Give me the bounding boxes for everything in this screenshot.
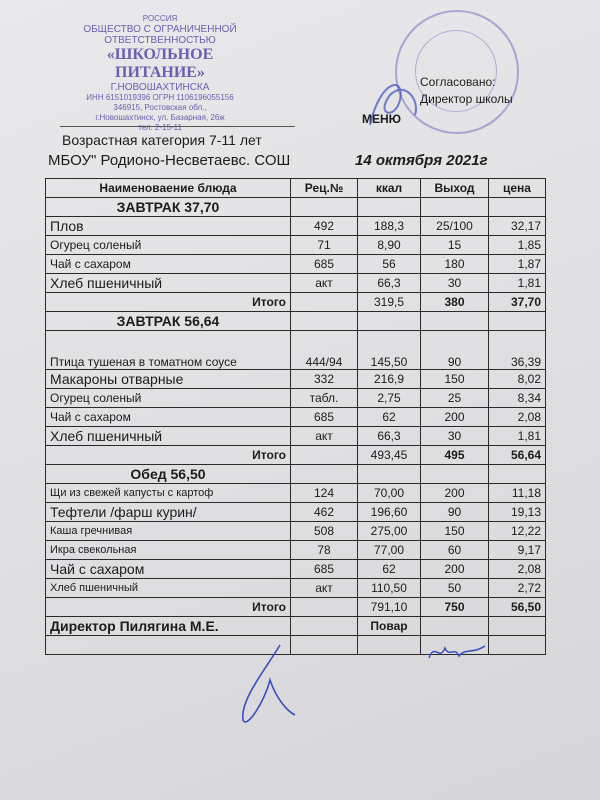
price: 12,22 (489, 522, 546, 541)
total-price: 37,70 (489, 293, 546, 312)
table-header-row (46, 179, 546, 198)
table-row (46, 484, 546, 503)
empty-cell (358, 312, 421, 331)
kcal: 216,9 (358, 370, 421, 389)
recipe-number: 332 (291, 370, 358, 389)
kcal: 56 (358, 255, 421, 274)
dish-name: Чай с сахаром (46, 255, 291, 274)
approval-role: Директор школы (420, 92, 513, 106)
dish-name: Чай с сахаром (46, 560, 291, 579)
yield: 30 (421, 274, 489, 293)
total-row (46, 598, 546, 617)
age-category: Возрастная категория 7-11 лет (62, 132, 262, 148)
kcal: 66,3 (358, 274, 421, 293)
dish-name: Тефтели /фарш курин/ (46, 503, 291, 522)
header-kcal: ккал (358, 179, 421, 198)
dish-name: Щи из свежей капусты с картоф (46, 484, 291, 503)
yield: 90 (421, 503, 489, 522)
total-yield: 495 (421, 446, 489, 465)
yield: 150 (421, 370, 489, 389)
yield: 200 (421, 560, 489, 579)
yield: 25/100 (421, 217, 489, 236)
recipe-number: 444/94 (291, 331, 358, 370)
price: 11,18 (489, 484, 546, 503)
empty-cell (489, 636, 546, 655)
total-kcal: 319,5 (358, 293, 421, 312)
recipe-number: 462 (291, 503, 358, 522)
director-signature-bottom (225, 640, 305, 730)
yield: 200 (421, 408, 489, 427)
header-dish: Наименоваение блюда (46, 179, 291, 198)
footer-row (46, 617, 546, 636)
yield: 200 (421, 484, 489, 503)
dish-name: Икра свекольная (46, 541, 291, 560)
header-yield: Выход (421, 179, 489, 198)
total-yield: 750 (421, 598, 489, 617)
section-title: Обед 56,50 (46, 465, 291, 484)
kcal: 145,50 (358, 331, 421, 370)
yield: 60 (421, 541, 489, 560)
approval-block (420, 74, 513, 108)
table-row (46, 331, 546, 370)
price: 36,39 (489, 331, 546, 370)
empty-cell (291, 617, 358, 636)
empty-cell (489, 465, 546, 484)
stamp-line: ОТВЕТСТВЕННОСТЬЮ (104, 35, 216, 46)
table-row (46, 503, 546, 522)
menu-table (45, 178, 546, 655)
section-title-row (46, 465, 546, 484)
recipe-number: табл. (291, 389, 358, 408)
price: 1,85 (489, 236, 546, 255)
dish-name: Чай с сахаром (46, 408, 291, 427)
stamp-line: «ШКОЛЬНОЕ ПИТАНИЕ» (106, 46, 214, 81)
dish-name: Каша гречнивая (46, 522, 291, 541)
total-label: Итого (46, 446, 291, 465)
empty-cell (358, 198, 421, 217)
section-title: ЗАВТРАК 56,64 (46, 312, 291, 331)
stamp-line: г.Новошахтинск, ул. Базарная, 26ж (95, 113, 225, 122)
recipe-number: акт (291, 274, 358, 293)
price: 2,72 (489, 579, 546, 598)
kcal: 196,60 (358, 503, 421, 522)
yield: 15 (421, 236, 489, 255)
empty-cell (291, 446, 358, 465)
kcal: 62 (358, 560, 421, 579)
table-row (46, 522, 546, 541)
price: 2,08 (489, 408, 546, 427)
table-row (46, 236, 546, 255)
section-title-row (46, 198, 546, 217)
recipe-number: акт (291, 579, 358, 598)
price: 8,34 (489, 389, 546, 408)
page-title: МЕНЮ (362, 112, 402, 126)
yield: 180 (421, 255, 489, 274)
empty-cell (421, 465, 489, 484)
kcal: 62 (358, 408, 421, 427)
total-price: 56,64 (489, 446, 546, 465)
table-row (46, 274, 546, 293)
recipe-number: 78 (291, 541, 358, 560)
empty-cell (291, 598, 358, 617)
price: 32,17 (489, 217, 546, 236)
dish-name: Хлеб пшеничный (46, 274, 291, 293)
stamp-line: Г.НОВОШАХТИНСКА (110, 82, 210, 93)
yield: 25 (421, 389, 489, 408)
yield: 30 (421, 427, 489, 446)
price: 8,02 (489, 370, 546, 389)
yield: 150 (421, 522, 489, 541)
recipe-number: 685 (291, 560, 358, 579)
total-label: Итого (46, 293, 291, 312)
stamp-line: ИНН 6151019396 ОГРН 1106196055156 (86, 93, 234, 102)
table-row (46, 255, 546, 274)
stamp-line: тел. 2-15-11 (138, 123, 182, 132)
empty-cell (291, 293, 358, 312)
kcal: 2,75 (358, 389, 421, 408)
stamp-line: ОБЩЕСТВО С ОГРАНИЧЕННОЙ (83, 24, 237, 35)
kcal: 110,50 (358, 579, 421, 598)
dish-name: Макароны отварные (46, 370, 291, 389)
menu-date: 14 октября 2021г (355, 152, 488, 169)
total-price: 56,50 (489, 598, 546, 617)
approval-label: Согласовано: (420, 75, 496, 89)
cook-signature (425, 640, 490, 665)
recipe-number: 508 (291, 522, 358, 541)
total-yield: 380 (421, 293, 489, 312)
stamp-line: 346915, Ростовская обл., (113, 103, 207, 112)
table-row (46, 217, 546, 236)
table-row (46, 560, 546, 579)
dish-name: Птица тушеная в томатном соусе (46, 331, 291, 370)
price: 2,08 (489, 560, 546, 579)
recipe-number: 124 (291, 484, 358, 503)
kcal: 66,3 (358, 427, 421, 446)
kcal: 70,00 (358, 484, 421, 503)
table-row (46, 370, 546, 389)
kcal: 188,3 (358, 217, 421, 236)
empty-cell (358, 465, 421, 484)
table-row (46, 541, 546, 560)
empty-cell (489, 198, 546, 217)
table-row (46, 579, 546, 598)
school-name: МБОУ" Родионо-Несветаевс. СОШ (48, 152, 291, 169)
empty-cell (358, 636, 421, 655)
table-row (46, 408, 546, 427)
dish-name: Огурец соленый (46, 389, 291, 408)
recipe-number: 685 (291, 255, 358, 274)
price: 1,81 (489, 274, 546, 293)
section-title: ЗАВТРАК 37,70 (46, 198, 291, 217)
stamp-line: РОССИЯ (142, 14, 178, 23)
yield: 50 (421, 579, 489, 598)
yield: 90 (421, 331, 489, 370)
empty-cell (489, 617, 546, 636)
total-kcal: 493,45 (358, 446, 421, 465)
total-row (46, 293, 546, 312)
price: 1,87 (489, 255, 546, 274)
header-price: цена (489, 179, 546, 198)
dish-name: Хлеб пшеничный (46, 579, 291, 598)
recipe-number: 685 (291, 408, 358, 427)
recipe-number: 492 (291, 217, 358, 236)
total-kcal: 791,10 (358, 598, 421, 617)
empty-cell (291, 312, 358, 331)
total-row (46, 446, 546, 465)
empty-cell (421, 198, 489, 217)
table-row (46, 389, 546, 408)
header-recipe: Рец.№ (291, 179, 358, 198)
dish-name: Огурец соленый (46, 236, 291, 255)
recipe-number: 71 (291, 236, 358, 255)
section-title-row (46, 312, 546, 331)
stamp-underline (60, 126, 295, 127)
empty-cell (421, 312, 489, 331)
dish-name: Хлеб пшеничный (46, 427, 291, 446)
dish-name: Плов (46, 217, 291, 236)
kcal: 8,90 (358, 236, 421, 255)
price: 19,13 (489, 503, 546, 522)
empty-cell (489, 312, 546, 331)
director-signature (360, 70, 430, 140)
recipe-number: акт (291, 427, 358, 446)
total-label: Итого (46, 598, 291, 617)
price: 1,81 (489, 427, 546, 446)
cook-label: Повар (358, 617, 421, 636)
director-name: Директор Пилягина М.Е. (46, 617, 291, 636)
empty-cell (291, 465, 358, 484)
cook-signature-cell (421, 617, 489, 636)
kcal: 77,00 (358, 541, 421, 560)
price: 9,17 (489, 541, 546, 560)
company-stamp (60, 14, 260, 133)
empty-cell (291, 198, 358, 217)
table-row (46, 427, 546, 446)
kcal: 275,00 (358, 522, 421, 541)
